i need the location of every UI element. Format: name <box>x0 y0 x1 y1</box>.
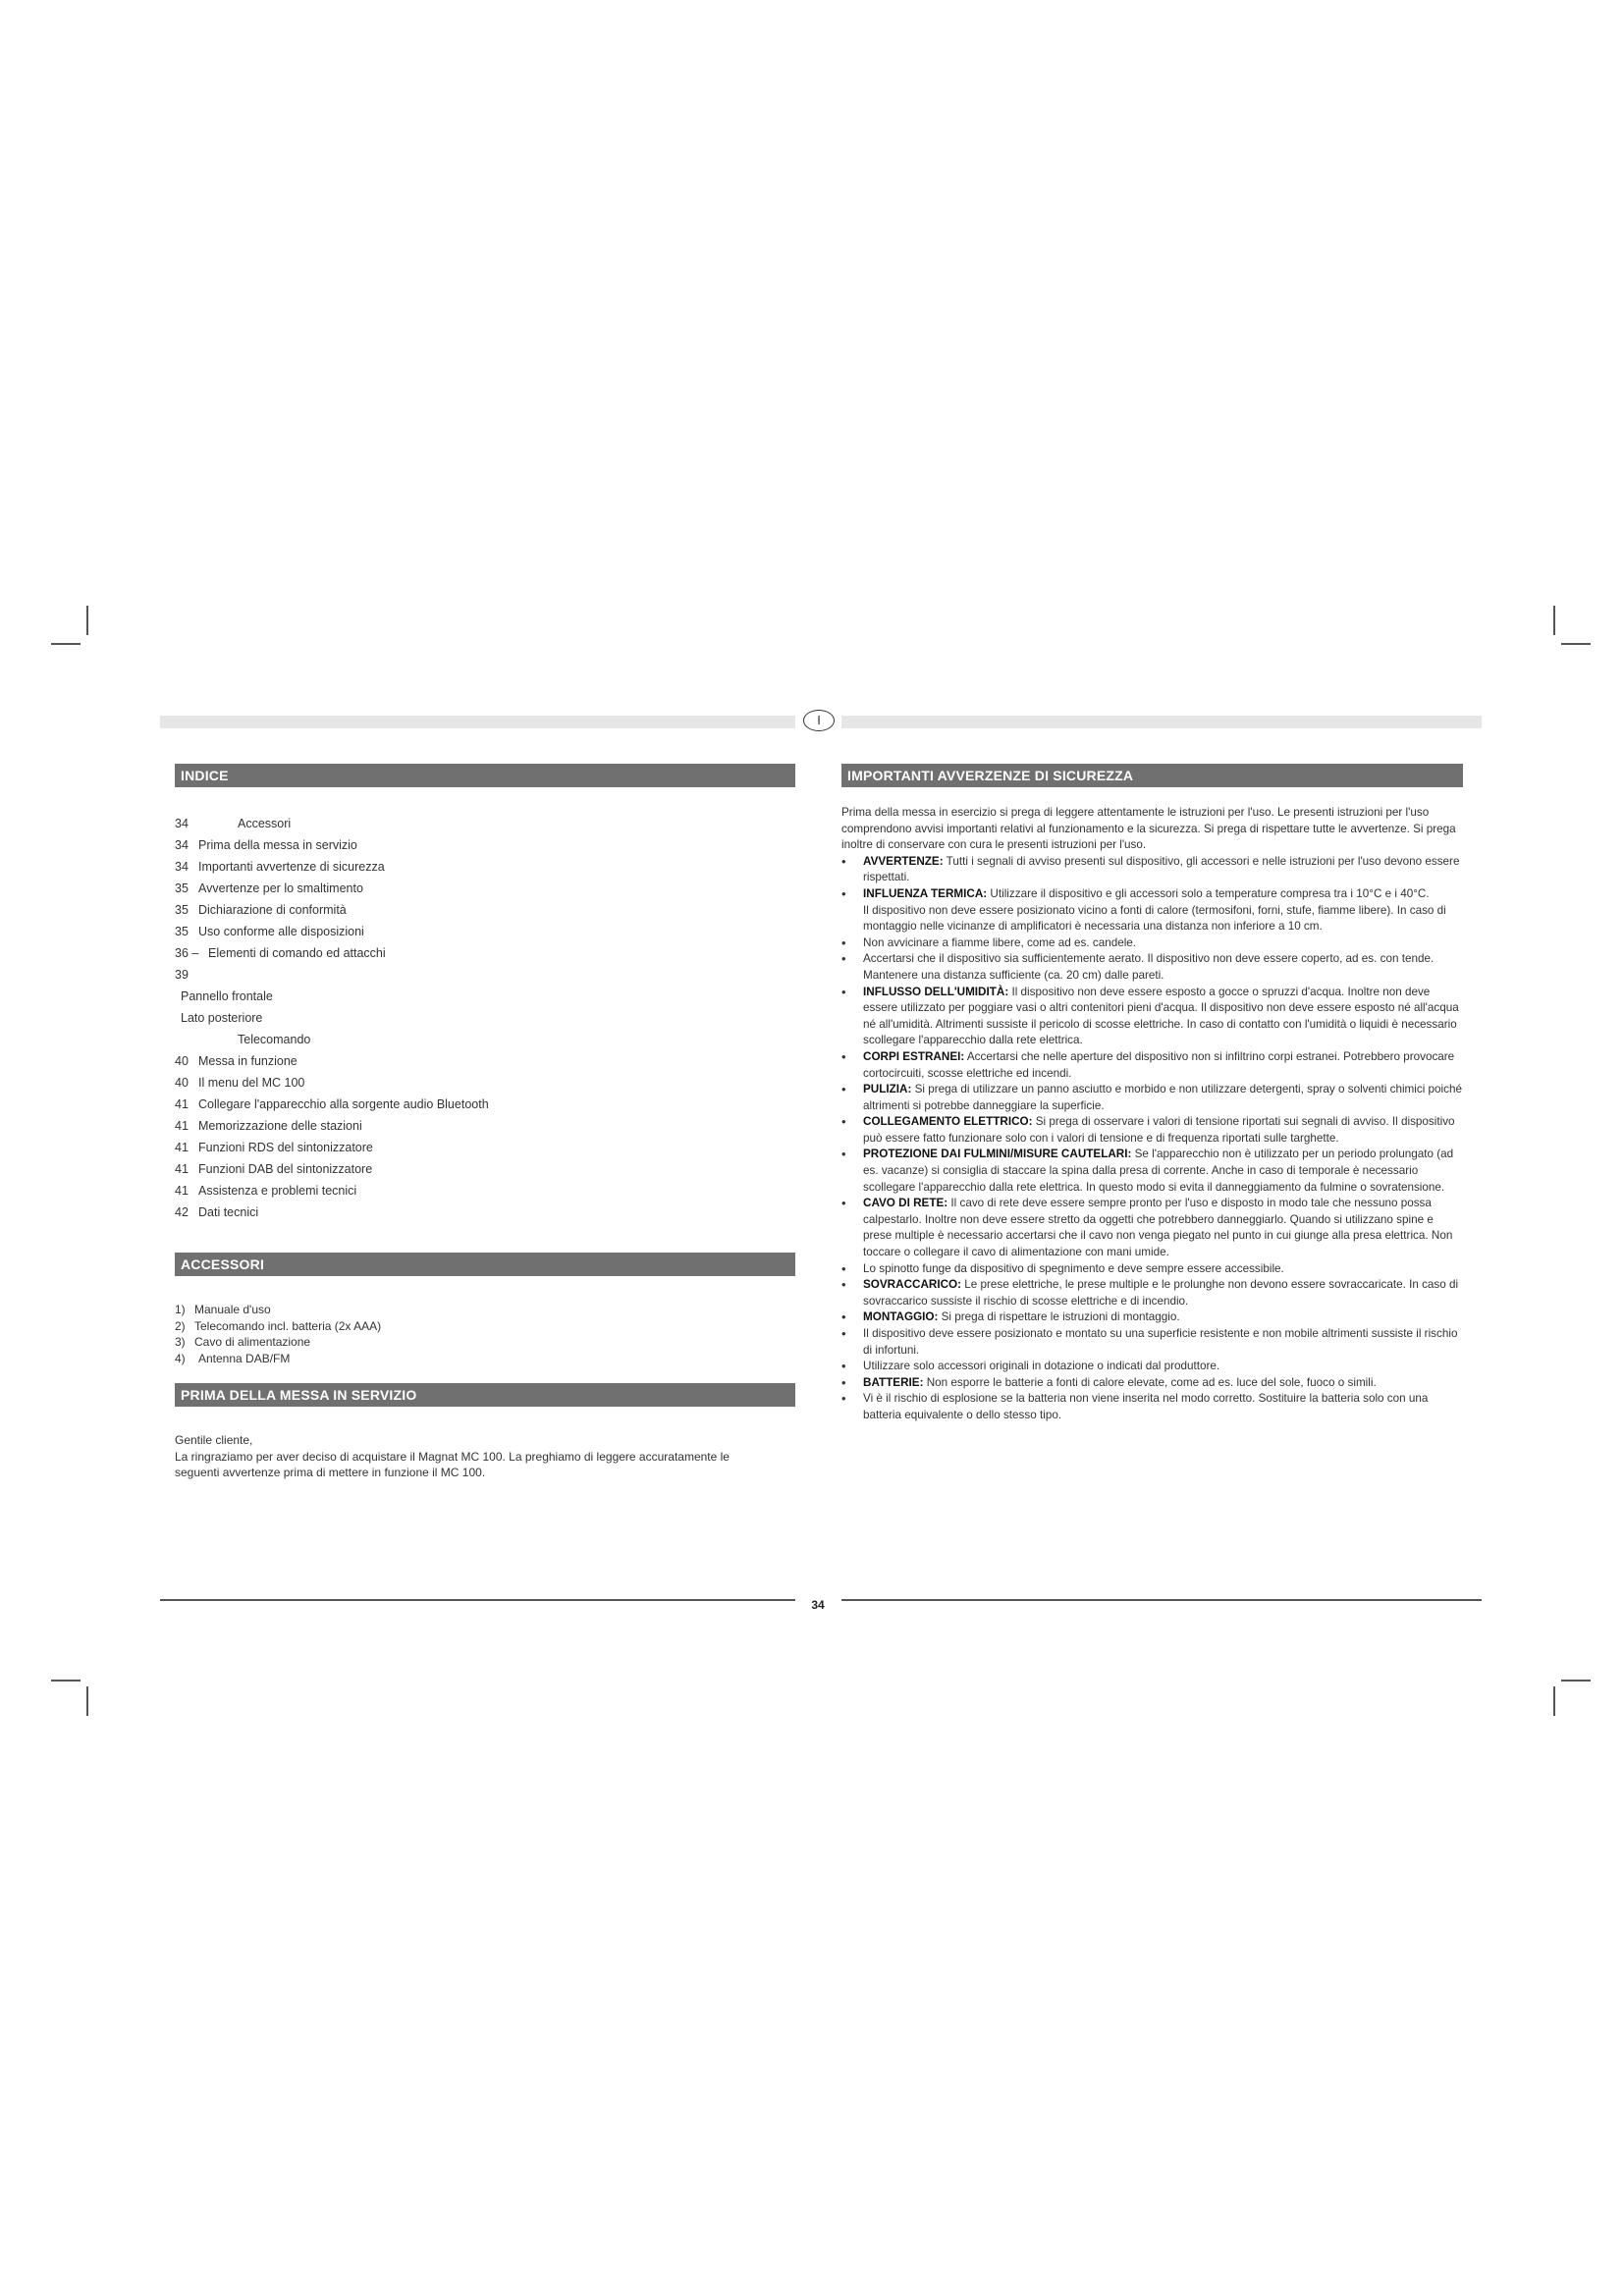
toc-item <box>175 1158 795 1180</box>
safety-item-body: Si prega di rispettare le istruzioni di montaggio. <box>938 1310 1180 1324</box>
safety-item-text <box>863 985 1463 1049</box>
toc-label: Collegare l'apparecchio alla sorgente audio Bluetooth <box>198 1097 489 1111</box>
crop-mark <box>86 606 88 635</box>
safety-item-text <box>863 1359 1463 1375</box>
safety-item-text <box>863 886 1463 935</box>
toc-label: Prima della messa in servizio <box>198 838 357 852</box>
safety-item <box>841 935 1463 952</box>
toc-item <box>175 942 795 986</box>
safety-item-heading: MONTAGGIO: <box>863 1310 939 1324</box>
language-badge: I <box>803 710 835 731</box>
bullet-icon: • <box>841 1374 846 1390</box>
toc-item <box>175 1072 795 1094</box>
toc-label: Accessori <box>238 817 292 830</box>
table-of-contents <box>175 813 795 1223</box>
toc-page-number: 42 <box>175 1205 189 1219</box>
safety-intro: Prima della messa in esercizio si prega di leggere attentamente le istruzioni per l'uso. Le presenti istruzioni per l'uso comprendono avvisi importanti relativi al funzionamento e la sicurezza. Si prega di rispettare tutte le avvertenze. Si prega inoltre di conservare con cura le presenti istruzioni per l'uso. <box>841 806 1456 852</box>
accessory-item <box>175 1318 795 1335</box>
section-header-indice: INDICE <box>175 764 795 787</box>
bullet-icon: • <box>841 1277 846 1293</box>
safety-item-body: Accertarsi che il dispositivo sia sufficientemente aerato. Il dispositivo non deve essere coperto, ad es. con tende. Mantenere una distanza sufficiente (ca. 20 cm) dalle pareti. <box>863 952 1435 982</box>
safety-item-body: Si prega di osservare i valori di tensione riportati sui segnali di avviso. Il dispositivo può essere fatto funzionare solo con i valori di tensione e di frequenza riportati sulle targhette. <box>863 1115 1455 1145</box>
page-number: 34 <box>811 1598 825 1612</box>
accessory-number: 3) <box>175 1335 186 1349</box>
bullet-icon: • <box>841 951 846 967</box>
crop-mark <box>1561 643 1591 645</box>
toc-label: Memorizzazione delle stazioni <box>198 1119 362 1133</box>
toc-item <box>175 1201 795 1223</box>
toc-item <box>175 813 795 834</box>
safety-item <box>841 1359 1463 1375</box>
bullet-icon: • <box>841 1260 846 1276</box>
toc-item <box>175 1029 795 1050</box>
toc-item <box>175 878 795 899</box>
safety-item <box>841 1277 1463 1309</box>
toc-label: Messa in funzione <box>198 1054 298 1068</box>
toc-item <box>175 899 795 921</box>
safety-item-text <box>863 1326 1463 1359</box>
toc-item <box>175 1050 795 1072</box>
safety-item-text <box>863 951 1463 984</box>
safety-item <box>841 985 1463 1049</box>
safety-item <box>841 951 1463 984</box>
accessory-item <box>175 1302 795 1318</box>
crop-mark <box>51 643 81 645</box>
footer-rule-left <box>160 1599 795 1601</box>
crop-mark <box>51 1680 81 1682</box>
safety-item-body: Utilizzare il dispositivo e gli accessori solo a temperature compresa tra i 10°C e i 40°C. <box>987 886 1430 900</box>
safety-item-heading: AVVERTENZE: <box>863 854 944 868</box>
safety-item-heading: PULIZIA: <box>863 1083 912 1096</box>
section-header-accessori: ACCESSORI <box>175 1253 795 1276</box>
safety-item-heading: PROTEZIONE DAI FULMINI/MISURE CAUTELARI: <box>863 1148 1132 1161</box>
safety-item-text <box>863 1309 1463 1326</box>
safety-content <box>841 805 1463 1424</box>
bullet-icon: • <box>841 1391 846 1407</box>
right-column <box>841 764 1463 1424</box>
safety-item <box>841 1375 1463 1392</box>
toc-item <box>175 986 795 1007</box>
safety-item <box>841 854 1463 886</box>
safety-item <box>841 1082 1463 1114</box>
accessory-label: Manuale d'uso <box>194 1303 271 1316</box>
toc-label: Assistenza e problemi tecnici <box>198 1184 357 1198</box>
bullet-icon: • <box>841 1359 846 1374</box>
safety-item-body: Se l'apparecchio non è utilizzato per un periodo prolungato (ad es. vacanze) si consiglia di staccare la spina dalla presa di corrente. Anche in caso di temporale è necessario scollegare l'apparecchio dalla rete elettrica. In questo modo si evita il danneggiamento da fulmine o sovratensione. <box>863 1148 1454 1194</box>
accessory-number: 1) <box>175 1303 186 1316</box>
toc-label: Funzioni RDS del sintonizzatore <box>198 1141 373 1154</box>
safety-item-text <box>863 1261 1463 1278</box>
accessory-label: Cavo di alimentazione <box>194 1335 311 1349</box>
safety-item-text <box>863 935 1463 952</box>
safety-item <box>841 886 1463 935</box>
crop-mark <box>1553 1686 1555 1716</box>
safety-item-heading: CAVO DI RETE: <box>863 1197 948 1210</box>
toc-page-number: 40 <box>175 1076 189 1090</box>
safety-item <box>841 1309 1463 1326</box>
toc-page-number: 35 <box>175 881 189 895</box>
toc-item <box>175 856 795 878</box>
footer-rule-right <box>841 1599 1482 1601</box>
toc-label: Importanti avvertenze di sicurezza <box>198 860 385 874</box>
toc-label: Uso conforme alle disposizioni <box>198 925 364 938</box>
toc-page-number: 34 <box>175 838 189 852</box>
left-column <box>175 764 795 1481</box>
toc-item <box>175 1180 795 1201</box>
safety-item-body: Lo spinotto funge da dispositivo di spegnimento e deve sempre essere accessibile. <box>863 1261 1284 1275</box>
crop-mark <box>1561 1680 1591 1682</box>
safety-item <box>841 1196 1463 1260</box>
toc-item <box>175 1007 795 1029</box>
safety-item-body: Accertarsi che nelle aperture del dispositivo non si infiltrino corpi estranei. Potrebbero provocare cortocircuiti, scosse elettriche ed incendi. <box>863 1049 1455 1080</box>
safety-item-heading: BATTERIE: <box>863 1375 924 1389</box>
safety-item <box>841 1391 1463 1423</box>
toc-label: Avvertenze per lo smaltimento <box>198 881 363 895</box>
toc-page-number: 41 <box>175 1162 189 1176</box>
safety-item-body: Le prese elettriche, le prese multiple e le prolunghe non devono essere sovraccaricate. In caso di sovraccarico sussiste il rischio di scosse elettriche e di incendio. <box>863 1278 1459 1308</box>
accessories-list <box>175 1302 795 1366</box>
toc-label: Dati tecnici <box>198 1205 259 1219</box>
header-bar-right <box>841 716 1482 728</box>
toc-page-number: 34 <box>175 860 189 874</box>
toc-item <box>175 921 795 942</box>
toc-page-number: 40 <box>175 1054 189 1068</box>
accessory-label: Telecomando incl. batteria (2x AAA) <box>194 1318 382 1333</box>
safety-item-body: Il dispositivo non deve essere esposto a gocce o spruzzi d'acqua. Inoltre non deve essere utilizzato per poggiare vasi o altri contenitori pieni d'acqua. Il dispositivo non deve essere esposto né all'acqua né all'umidità. Altrimenti sussiste il pericolo di scosse elettriche. In caso di contatto con l'umidità o liquidi è necessario scollegare l'apparecchio dalla rete elettrica. <box>863 985 1459 1047</box>
section-header-prima: PRIMA DELLA MESSA IN SERVIZIO <box>175 1383 795 1407</box>
safety-item-text <box>863 1196 1463 1260</box>
bullet-icon: • <box>841 853 846 869</box>
toc-page-number: 41 <box>175 1097 189 1111</box>
crop-mark <box>1553 606 1555 635</box>
toc-page-number: 35 <box>175 925 189 938</box>
bullet-icon: • <box>841 1196 846 1211</box>
toc-label: Funzioni DAB del sintonizzatore <box>198 1162 373 1176</box>
toc-label: Pannello frontale <box>181 989 273 1003</box>
bullet-icon: • <box>841 1048 846 1064</box>
bullet-icon: • <box>841 984 846 999</box>
toc-page-number: 41 <box>175 1119 189 1133</box>
accessory-item <box>175 1351 795 1367</box>
accessory-number: 2) <box>175 1318 186 1333</box>
safety-item-body: Vi è il rischio di esplosione se la batteria non viene inserita nel modo corretto. Sostituire la batteria solo con una batteria equivalente o dello stesso tipo. <box>863 1392 1429 1421</box>
accessory-item <box>175 1334 795 1351</box>
toc-page-number: 41 <box>175 1184 189 1198</box>
header-bar-left <box>160 716 795 728</box>
bullet-icon: • <box>841 1309 846 1325</box>
safety-item-body: Non avvicinare a fiamme libere, come ad es. candele. <box>863 935 1137 949</box>
toc-label: Telecomando <box>238 1033 311 1046</box>
safety-item-body: Il dispositivo deve essere posizionato e montato su una superficie resistente e non mobile altrimenti sussiste il rischio di infortuni. <box>863 1327 1458 1357</box>
toc-item <box>175 1094 795 1115</box>
bullet-icon: • <box>841 885 846 901</box>
safety-item <box>841 1049 1463 1082</box>
safety-item-body: Utilizzare solo accessori originali in dotazione o indicati dal produttore. <box>863 1360 1220 1373</box>
bullet-icon: • <box>841 1082 846 1097</box>
intro-paragraph: La ringraziamo per aver deciso di acquistare il Magnat MC 100. La preghiamo di leggere accuratamente le seguenti avvertenze prima di mettere in funzione il MC 100. <box>175 1449 730 1479</box>
toc-label: Elementi di comando ed attacchi <box>208 946 386 960</box>
safety-item-text <box>863 1049 1463 1082</box>
safety-item <box>841 1261 1463 1278</box>
safety-item-text <box>863 1082 1463 1114</box>
greeting: Gentile cliente, <box>175 1433 253 1447</box>
toc-item <box>175 1137 795 1158</box>
safety-item-heading: CORPI ESTRANEI: <box>863 1049 965 1063</box>
safety-item-text <box>863 854 1463 886</box>
toc-page-number: 36 – 39 <box>175 946 199 982</box>
safety-item-body: Si prega di utilizzare un panno asciutto e morbido e non utilizzare detergenti, spray o solventi chimici poiché altrimenti si potrebbe danneggiare la superficie. <box>863 1083 1463 1112</box>
safety-item-extra: Il dispositivo non deve essere posizionato vicino a fonti di calore (termosifoni, forni, stufe, fiamme libere). In caso di montaggio nelle vicinanze di amplificatori è necessaria una distanza non inferiore a 10 cm. <box>863 903 1446 934</box>
safety-item-heading: SOVRACCARICO: <box>863 1278 961 1292</box>
safety-item <box>841 1326 1463 1359</box>
toc-page-number: 34 <box>175 817 189 830</box>
safety-item <box>841 1147 1463 1196</box>
safety-item-body: Il cavo di rete deve essere sempre pronto per l'uso e disposto in modo tale che nessuno possa calpestarlo. Inoltre non deve essere stretto da oggetti che potrebbero danneggiarlo. Quando si utilizzano spine e prese multiple è necessario accertarsi che il cavo non venga piegato nel punto in cui giunge alla presa elettrica. Non toccare o collegare il cavo di alimentazione con mani umide. <box>863 1197 1453 1259</box>
safety-item-text <box>863 1375 1463 1392</box>
toc-label: Lato posteriore <box>181 1011 263 1025</box>
bullet-icon: • <box>841 1114 846 1130</box>
section-header-sicurezza: IMPORTANTI AVVERZENZE DI SICUREZZA <box>841 764 1463 787</box>
safety-item-body: Non esporre le batterie a fonti di calore elevate, come ad es. luce del sole, fuoco o simili. <box>923 1375 1377 1389</box>
safety-item-text <box>863 1277 1463 1309</box>
accessory-label: Antenna DAB/FM <box>198 1351 291 1365</box>
bullet-icon: • <box>841 1147 846 1162</box>
bullet-icon: • <box>841 934 846 950</box>
toc-item <box>175 834 795 856</box>
toc-label: Il menu del MC 100 <box>198 1076 305 1090</box>
toc-item <box>175 1115 795 1137</box>
toc-label: Dichiarazione di conformità <box>198 903 347 917</box>
safety-item-heading: COLLEGAMENTO ELETTRICO: <box>863 1115 1033 1129</box>
toc-page-number: 35 <box>175 903 189 917</box>
safety-item <box>841 1114 1463 1147</box>
accessory-number: 4) <box>175 1351 186 1365</box>
safety-list <box>841 854 1463 1424</box>
safety-item-heading: INFLUENZA TERMICA: <box>863 886 988 900</box>
safety-item-text <box>863 1391 1463 1423</box>
safety-item-heading: INFLUSSO DELL'UMIDITÀ: <box>863 985 1009 998</box>
crop-mark <box>86 1686 88 1716</box>
safety-item-body: Tutti i segnali di avviso presenti sul dispositivo, gli accessori e nelle istruzioni per l'uso devono essere rispettati. <box>863 854 1460 884</box>
bullet-icon: • <box>841 1326 846 1341</box>
safety-item-text <box>863 1114 1463 1147</box>
safety-item-text <box>863 1147 1463 1196</box>
toc-page-number: 41 <box>175 1141 189 1154</box>
